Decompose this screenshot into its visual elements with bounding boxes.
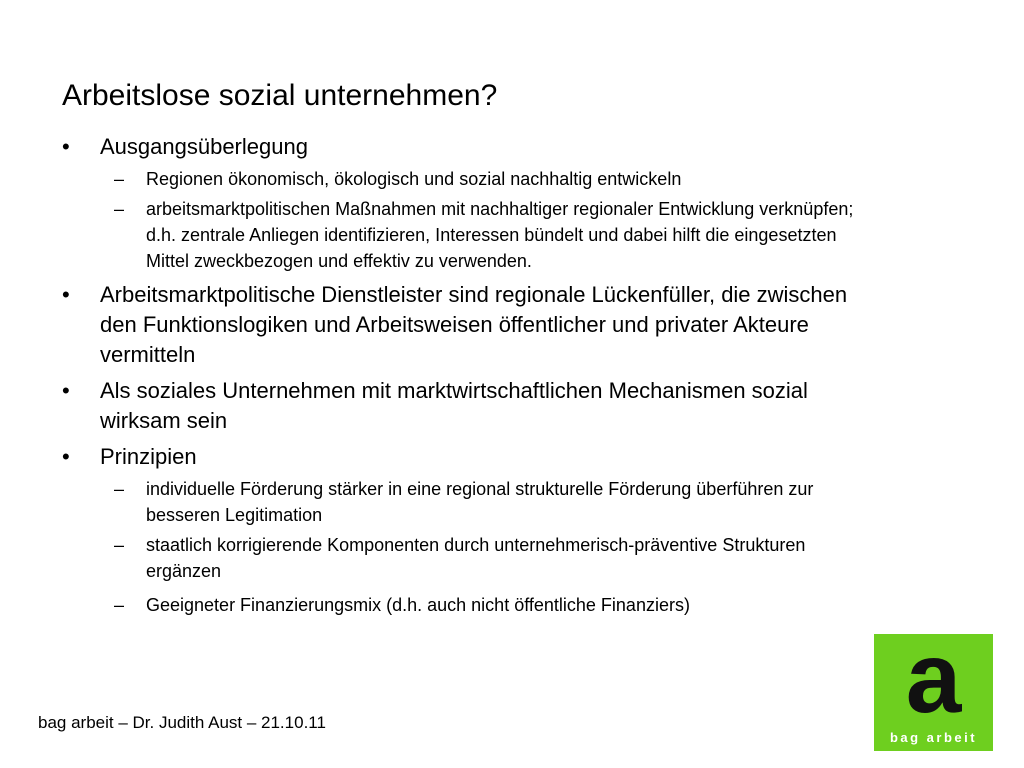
bullet-marker: • — [62, 134, 70, 159]
dash-marker: – — [114, 169, 125, 189]
bullet-text: Arbeitsmarktpolitische Dienstleister sind regionale Lückenfüller, die zwischen den Funktionslogiken und Arbeitsweisen öffentlicher und privater Akteure vermitteln — [100, 282, 848, 367]
sub-bullet-item — [62, 592, 882, 618]
footer-text: bag arbeit – Dr. Judith Aust – 21.10.11 — [38, 713, 326, 732]
sub-bullet-item — [62, 196, 882, 274]
bag-arbeit-logo — [874, 622, 993, 751]
sub-bullet-item — [62, 166, 882, 192]
dash-marker: – — [114, 595, 125, 615]
bullet-item — [62, 376, 882, 436]
bullet-item — [62, 442, 882, 472]
dash-marker: – — [114, 535, 125, 555]
sub-bullet-text: staatlich korrigierende Komponenten durch unternehmerisch-präventive Strukturen ergänzen — [146, 535, 806, 581]
sub-bullet-item — [62, 532, 882, 584]
bullet-text: Als soziales Unternehmen mit marktwirtschaftlichen Mechanismen sozial wirksam sein — [100, 378, 808, 433]
slide-content — [62, 132, 882, 618]
sub-bullet-item — [62, 476, 882, 528]
sub-bullet-text: individuelle Förderung stärker in eine regional strukturelle Förderung überführen zur besseren Legitimation — [146, 479, 814, 525]
logo-glyph: a — [905, 622, 962, 734]
dash-marker: – — [114, 199, 125, 219]
bullet-text: Prinzipien — [100, 444, 197, 469]
bullet-item — [62, 132, 882, 162]
slide-title: Arbeitslose sozial unternehmen? — [62, 79, 498, 112]
bullet-marker: • — [62, 282, 70, 307]
bullet-marker: • — [62, 444, 70, 469]
logo-text: bag arbeit — [889, 730, 978, 745]
sub-bullet-text: Regionen ökonomisch, ökologisch und sozial nachhaltig entwickeln — [146, 169, 682, 189]
sub-bullet-text: arbeitsmarktpolitischen Maßnahmen mit nachhaltiger regionaler Entwicklung verknüpfen; d.h. zentrale Anliegen identifizieren, Interessen bündelt und dabei hilft die eingesetzten Mittel zweckbezogen und effektiv zu verwenden. — [146, 199, 854, 271]
sub-bullet-text: Geeigneter Finanzierungsmix (d.h. auch nicht öffentliche Finanziers) — [146, 595, 690, 615]
bullet-item — [62, 280, 882, 370]
bullet-text: Ausgangsüberlegung — [100, 134, 308, 159]
bullet-marker: • — [62, 378, 70, 403]
dash-marker: – — [114, 479, 125, 499]
